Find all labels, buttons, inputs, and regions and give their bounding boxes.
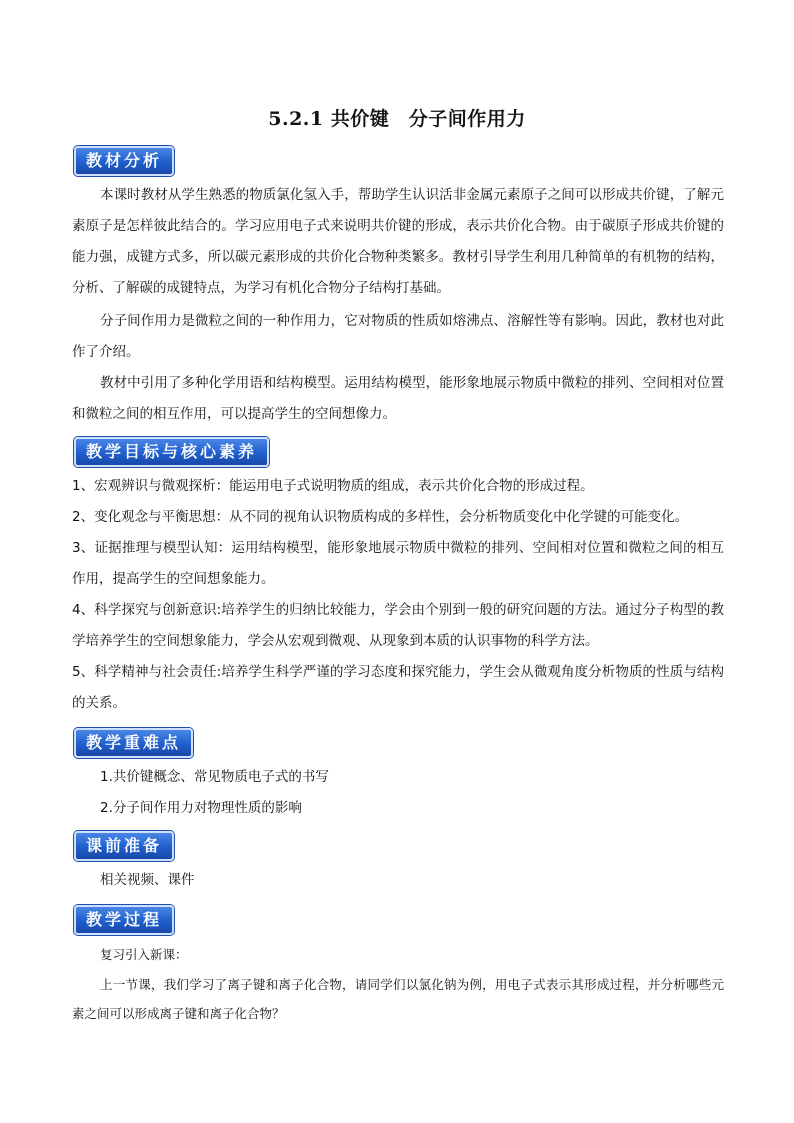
analysis-paragraph-1: 本课时教材从学生熟悉的物质氯化氢入手，帮助学生认识活非金属元素原子之间可以形成共价键，了解元素原子是怎样彼此结合的。学习应用电子式来说明共价键的形成，表示共价化合物。由于碳原子形成共价键的能力强，成键方式多，所以碳元素形成的共价化合物种类繁多。教材引导学生利用几种简单的有机物的结构，分析、了解碳的成键特点，为学习有机化合物分子结构打基础。 (72, 187, 724, 296)
analysis-paragraph-3: 教材中引用了多种化学用语和结构模型。运用结构模型，能形象地展示物质中微粒的排列、空间相对位置和微粒之间的相互作用，可以提高学生的空间想像力。 (72, 375, 724, 422)
goal-item-3: 3、证据推理与模型认知：运用结构模型，能形象地展示物质中微粒的排列、空间相对位置和微粒之间的相互作用，提高学生的空间想象能力。 (72, 540, 724, 587)
section-heading-analysis: 教材分析 (74, 146, 174, 176)
goal-item-1: 1、宏观辨识与微观探析：能运用电子式说明物质的组成，表示共价化合物的形成过程。 (72, 478, 594, 494)
process-intro: 复习引入新课： (100, 947, 188, 962)
section-heading-prep: 课前准备 (74, 831, 174, 861)
goal-item-2: 2、变化观念与平衡思想：从不同的视角认识物质构成的多样性，会分析物质变化中化学键的可能变化。 (72, 509, 689, 525)
analysis-paragraph-2: 分子间作用力是微粒之间的一种作用力，它对物质的性质如熔沸点、溶解性等有影响。因此，教材也对此作了介绍。 (72, 313, 724, 360)
goal-item-4: 4、科学探究与创新意识:培养学生的归纳比较能力，学会由个别到一般的研究问题的方法。通过分子构型的教学培养学生的空间想象能力，学会从宏观到微观、从现象到本质的认识事物的科学方法。 (72, 602, 724, 649)
process-paragraph: 上一节课，我们学习了离子键和离子化合物，请同学们以氯化钠为例，用电子式表示其形成过程，并分析哪些元素之间可以形成离子键和离子化合物？ (72, 977, 724, 1021)
keypoint-item-1: 1.共价键概念、常见物质电子式的书写 (100, 769, 329, 785)
keypoint-item-2: 2.分子间作用力对物理性质的影响 (100, 800, 302, 816)
section-heading-process: 教学过程 (74, 905, 174, 935)
page-title: 5.2.1 共价键 分子间作用力 (268, 108, 526, 130)
section-heading-keypoints: 教学重难点 (74, 728, 193, 758)
prep-text: 相关视频、课件 (100, 872, 195, 888)
goal-item-5: 5、科学精神与社会责任:培养学生科学严谨的学习态度和探究能力，学生会从微观角度分析物质的性质与结构的关系。 (72, 664, 724, 711)
section-heading-goals: 教学目标与核心素养 (74, 437, 269, 467)
